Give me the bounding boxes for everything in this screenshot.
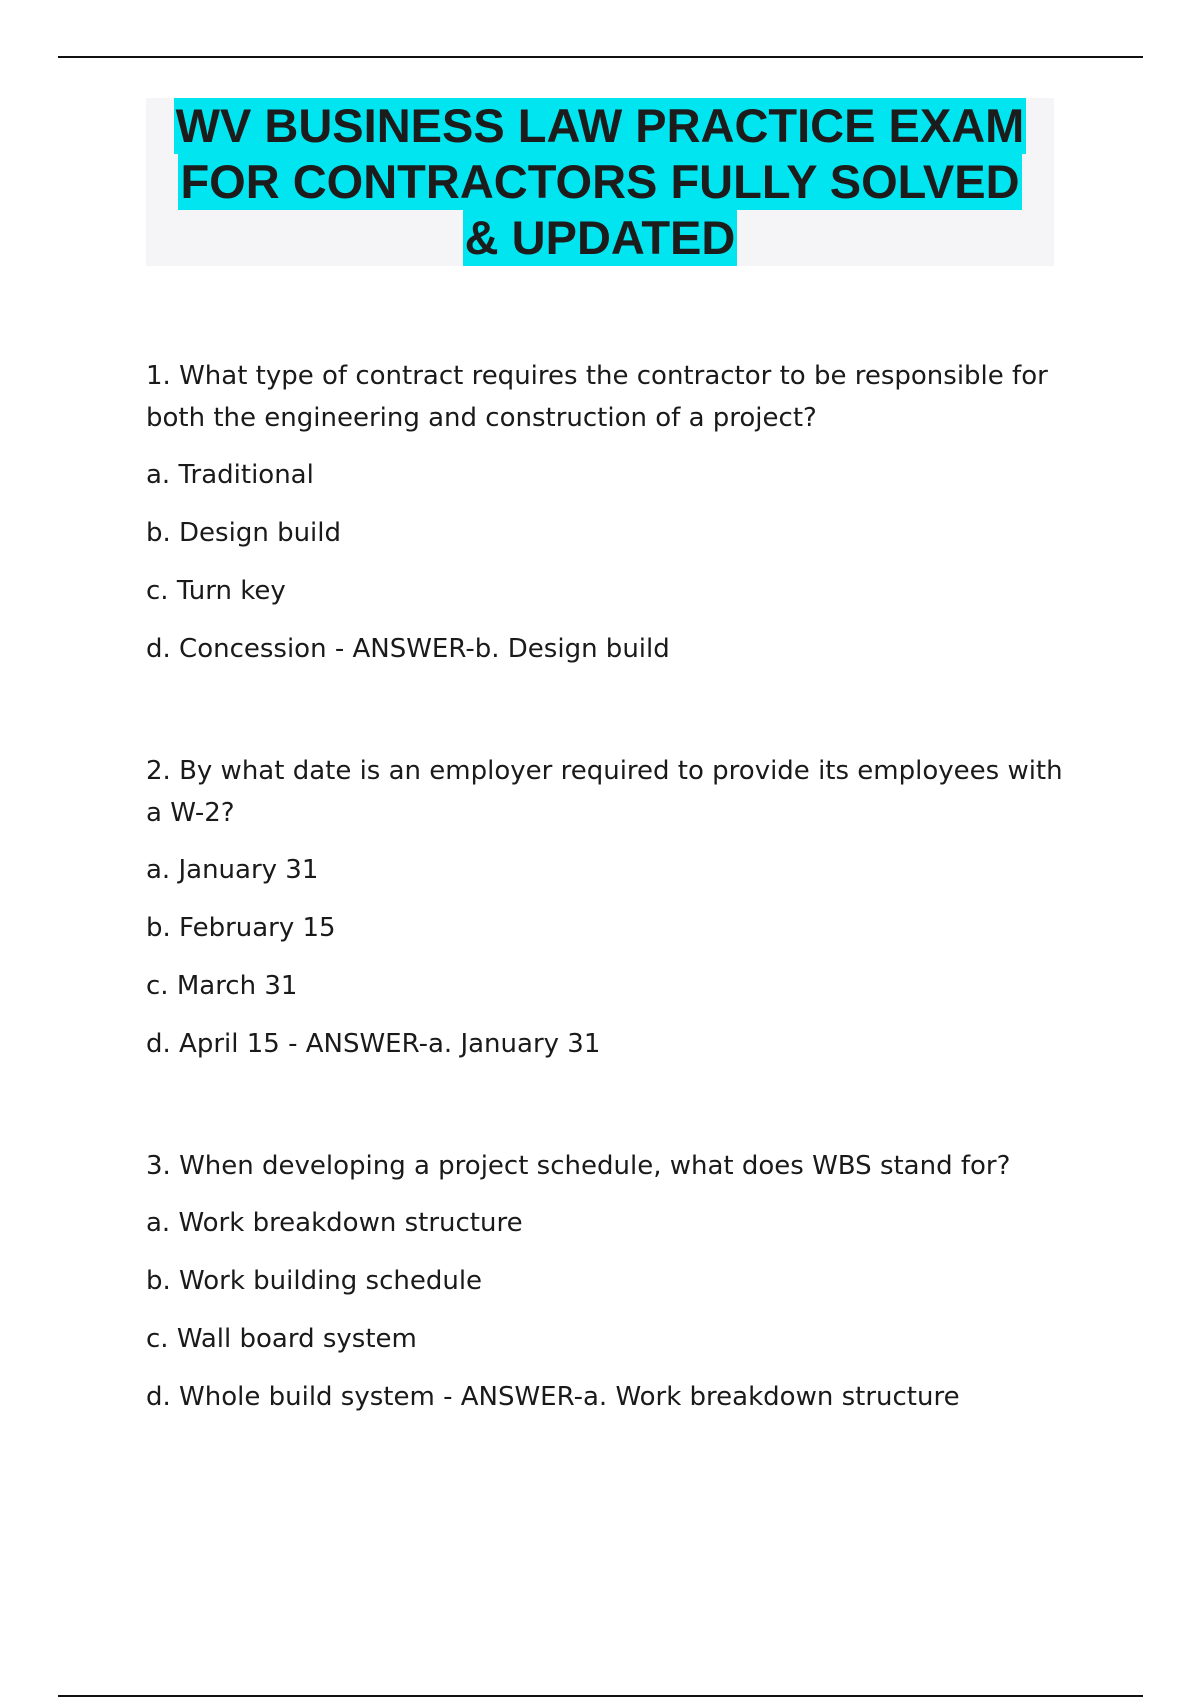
document-title (146, 98, 1054, 266)
option-c: c. Wall board system (146, 1324, 417, 1354)
option-c: c. March 31 (146, 971, 298, 1001)
title-line: & UPDATED (464, 211, 736, 264)
option-a: a. Work breakdown structure (146, 1208, 523, 1238)
option-b: b. Work building schedule (146, 1266, 483, 1296)
question-1 (146, 355, 1066, 670)
question-3 (146, 1145, 1066, 1418)
spacer (146, 694, 1066, 750)
option-a: a. January 31 (146, 855, 319, 885)
question-text: 3. When developing a project schedule, what does WBS stand for? (146, 1151, 1011, 1181)
option-c: c. Turn key (146, 576, 286, 606)
question-text: 1. What type of contract requires the contractor to be responsible for both the engineering and construction of a project? (146, 361, 1048, 433)
title-line: FOR CONTRACTORS FULLY SOLVED (180, 155, 1020, 208)
option-d-with-answer: d. April 15 - ANSWER-a. January 31 (146, 1029, 601, 1059)
option-d-with-answer: d. Concession - ANSWER-b. Design build (146, 634, 670, 664)
option-b: b. Design build (146, 518, 341, 548)
question-text: 2. By what date is an employer required to provide its employees with a W-2? (146, 756, 1063, 828)
option-b: b. February 15 (146, 913, 336, 943)
title-line: WV BUSINESS LAW PRACTICE EXAM (175, 99, 1025, 152)
spacer (146, 1089, 1066, 1145)
top-rule (58, 56, 1143, 58)
bottom-rule (58, 1695, 1143, 1697)
question-2 (146, 750, 1066, 1065)
question-list (146, 355, 1066, 1442)
option-a: a. Traditional (146, 460, 314, 490)
option-d-with-answer: d. Whole build system - ANSWER-a. Work breakdown structure (146, 1382, 960, 1412)
